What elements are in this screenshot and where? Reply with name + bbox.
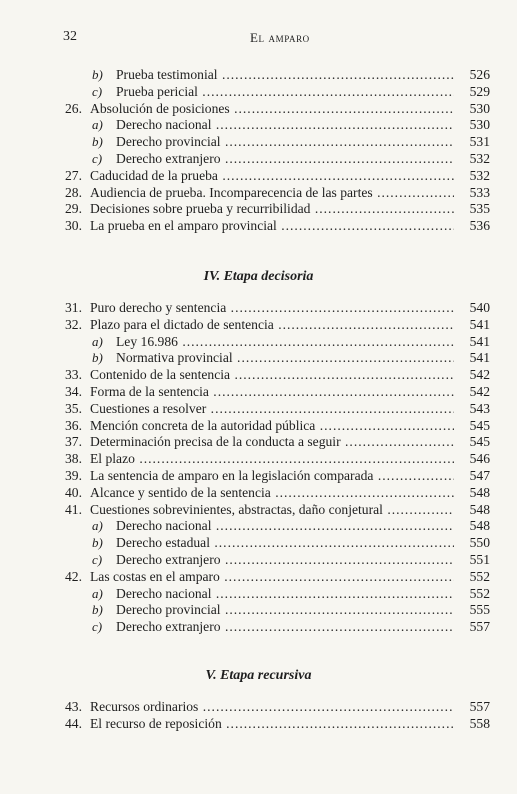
- toc-entry: [58, 552, 490, 569]
- toc-entry-letter: a): [92, 117, 103, 133]
- toc-entry: [58, 586, 490, 603]
- toc-entry-number: 44.: [65, 715, 82, 731]
- running-head: El amparo: [250, 30, 310, 45]
- toc-entry-title: Decisiones sobre prueba y recurribilidad .....: [90, 201, 454, 218]
- toc-entry: [58, 401, 490, 418]
- toc-entry: [58, 468, 490, 485]
- toc-entry-page: 541: [469, 350, 490, 366]
- toc-entry: [58, 502, 490, 519]
- toc-entry-title: Derecho extranjero .....: [116, 151, 454, 168]
- toc-entry: [58, 334, 490, 351]
- section-title-etapa-decisoria: IV. Etapa decisoria: [203, 269, 314, 284]
- toc-entry-number: 40.: [65, 484, 82, 500]
- toc-entry-title: Derecho provincial .....: [116, 602, 454, 619]
- toc-entry-title: Forma de la sentencia .....: [90, 384, 454, 401]
- toc-entry: [58, 67, 490, 84]
- toc-entry-number: 28.: [65, 184, 82, 200]
- toc-entry: [58, 350, 490, 367]
- toc-entry: [58, 185, 490, 202]
- toc-entry-letter: b): [92, 134, 103, 150]
- toc-entry-page: 548: [469, 518, 490, 534]
- toc-entry-page: 540: [469, 300, 490, 315]
- page-number: 32: [63, 29, 77, 44]
- toc-entry-title: Normativa provincial .....: [116, 350, 454, 367]
- toc-entry-letter: c): [92, 619, 103, 635]
- toc-entry-page: 530: [469, 100, 490, 116]
- toc-entry: [58, 451, 490, 468]
- toc-entry-page: 532: [469, 150, 490, 166]
- toc-entry-page: 526: [469, 67, 490, 82]
- toc-entry-title: La sentencia de amparo en la legislación comparada .....: [90, 468, 454, 485]
- toc-entry-number: 35.: [65, 400, 82, 416]
- toc-entry-title: Audiencia de prueba. Incomparecencia de las partes .....: [90, 185, 454, 202]
- toc-entry-letter: a): [92, 333, 103, 349]
- toc-entry: [58, 84, 490, 101]
- toc-entry-number: 33.: [65, 367, 82, 383]
- toc-entry-number: 31.: [65, 300, 82, 315]
- toc-entry-page: 548: [469, 501, 490, 517]
- toc-entry-page: 557: [469, 619, 490, 635]
- toc-entry-page: 530: [469, 117, 490, 133]
- toc-block-etapa-recursiva: [58, 699, 490, 733]
- toc-entry: [58, 201, 490, 218]
- toc-entry-title: Plazo para el dictado de sentencia .....: [90, 317, 454, 334]
- toc-entry-title: Derecho estadual .....: [116, 535, 454, 552]
- toc-entry-number: 41.: [65, 501, 82, 517]
- toc-entry-letter: c): [92, 83, 103, 99]
- section-title-etapa-recursiva: V. Etapa recursiva: [205, 668, 312, 683]
- toc-entry: [58, 317, 490, 334]
- toc-entry-page: 543: [469, 400, 490, 416]
- toc-entry-title: Determinación precisa de la conducta a seguir .....: [90, 434, 454, 451]
- toc-entry: [58, 619, 490, 636]
- toc-entry-title: Derecho extranjero .....: [116, 619, 454, 636]
- toc-entry-number: 32.: [65, 316, 82, 332]
- toc-entry-title: Prueba pericial .....: [116, 84, 454, 101]
- toc-entry: [58, 485, 490, 502]
- toc-entry: [58, 101, 490, 118]
- toc-entry-letter: b): [92, 602, 103, 618]
- toc-entry: [58, 699, 490, 716]
- toc-entry: [58, 168, 490, 185]
- toc-entry-title: Cuestiones sobrevinientes, abstractas, daño conjetural .....: [90, 502, 454, 519]
- toc-entry-page: 542: [469, 367, 490, 383]
- toc-entry: [58, 151, 490, 168]
- toc-block-etapa-decisoria: [58, 300, 490, 636]
- toc-entry-letter: c): [92, 150, 103, 166]
- toc-entry-page: 535: [469, 201, 490, 217]
- toc-entry-page: 558: [469, 715, 490, 731]
- toc-entry-letter: a): [92, 518, 103, 534]
- toc-entry-number: 43.: [65, 699, 82, 714]
- toc-entry: [58, 218, 490, 235]
- toc-entry-page: 552: [469, 585, 490, 601]
- toc-entry: [58, 117, 490, 134]
- toc-entry-title: Prueba testimonial .....: [116, 67, 454, 84]
- toc-entry-title: Derecho nacional .....: [116, 117, 454, 134]
- toc-entry: [58, 418, 490, 435]
- toc-entry-title: La prueba en el amparo provincial .....: [90, 218, 454, 235]
- toc-entry: [58, 518, 490, 535]
- toc-entry: [58, 367, 490, 384]
- toc-entry-page: 536: [469, 218, 490, 234]
- toc-entry-number: 36.: [65, 417, 82, 433]
- toc-entry-title: Puro derecho y sentencia .....: [90, 300, 454, 317]
- toc-entry-letter: b): [92, 350, 103, 366]
- toc-entry-title: Derecho nacional .....: [116, 586, 454, 603]
- toc-entry: [58, 602, 490, 619]
- toc-entry-title: Cuestiones a resolver .....: [90, 401, 454, 418]
- toc-entry-letter: b): [92, 67, 103, 82]
- toc-entry-number: 34.: [65, 383, 82, 399]
- toc-entry-number: 38.: [65, 451, 82, 467]
- toc-entry-letter: b): [92, 535, 103, 551]
- toc-entry-page: 541: [469, 333, 490, 349]
- toc-entry: [58, 300, 490, 317]
- toc-entry-page: 552: [469, 568, 490, 584]
- toc-entry-title: Contenido de la sentencia .....: [90, 367, 454, 384]
- toc-entry-number: 27.: [65, 167, 82, 183]
- toc-entry-title: El recurso de reposición .....: [90, 716, 454, 733]
- toc-entry-page: 547: [469, 467, 490, 483]
- toc-entry-page: 550: [469, 535, 490, 551]
- toc-entry: [58, 716, 490, 733]
- toc-entry-title: Derecho nacional .....: [116, 518, 454, 535]
- toc-entry-page: 533: [469, 184, 490, 200]
- toc-entry: [58, 569, 490, 586]
- toc-entry-page: 542: [469, 383, 490, 399]
- toc-entry: [58, 535, 490, 552]
- toc-entry-page: 548: [469, 484, 490, 500]
- toc-entry-letter: a): [92, 585, 103, 601]
- toc-entry-page: 532: [469, 167, 490, 183]
- toc-entry: [58, 134, 490, 151]
- toc-entry-number: 42.: [65, 568, 82, 584]
- toc-entry: [58, 384, 490, 401]
- toc-entry-title: Derecho extranjero .....: [116, 552, 454, 569]
- toc-entry-title: Las costas en el amparo .....: [90, 569, 454, 586]
- toc-entry-title: Caducidad de la prueba .....: [90, 168, 454, 185]
- toc-entry-page: 546: [469, 451, 490, 467]
- toc-entry-title: Absolución de posiciones .....: [90, 101, 454, 118]
- toc-entry-page: 531: [469, 134, 490, 150]
- toc-entry-title: Derecho provincial .....: [116, 134, 454, 151]
- toc-entry-number: 30.: [65, 218, 82, 234]
- toc-entry-page: 541: [469, 316, 490, 332]
- toc-entry-page: 529: [469, 83, 490, 99]
- toc-entry-page: 555: [469, 602, 490, 618]
- toc-entry-page: 545: [469, 417, 490, 433]
- toc-entry-title: Recursos ordinarios .....: [90, 699, 454, 716]
- toc-entry-page: 545: [469, 434, 490, 450]
- toc-entry-letter: c): [92, 551, 103, 567]
- toc-entry-page: 557: [469, 699, 490, 714]
- toc-entry-number: 26.: [65, 100, 82, 116]
- toc-entry-page: 551: [469, 551, 490, 567]
- toc-block-prueba: [58, 67, 490, 235]
- toc-entry-title: Alcance y sentido de la sentencia .....: [90, 485, 454, 502]
- toc-entry: [58, 434, 490, 451]
- toc-entry-number: 29.: [65, 201, 82, 217]
- toc-entry-number: 37.: [65, 434, 82, 450]
- toc-entry-title: Mención concreta de la autoridad pública .....: [90, 418, 454, 435]
- toc-entry-title: El plazo .....: [90, 451, 454, 468]
- toc-entry-number: 39.: [65, 467, 82, 483]
- toc-entry-title: Ley 16.986 .....: [116, 334, 454, 351]
